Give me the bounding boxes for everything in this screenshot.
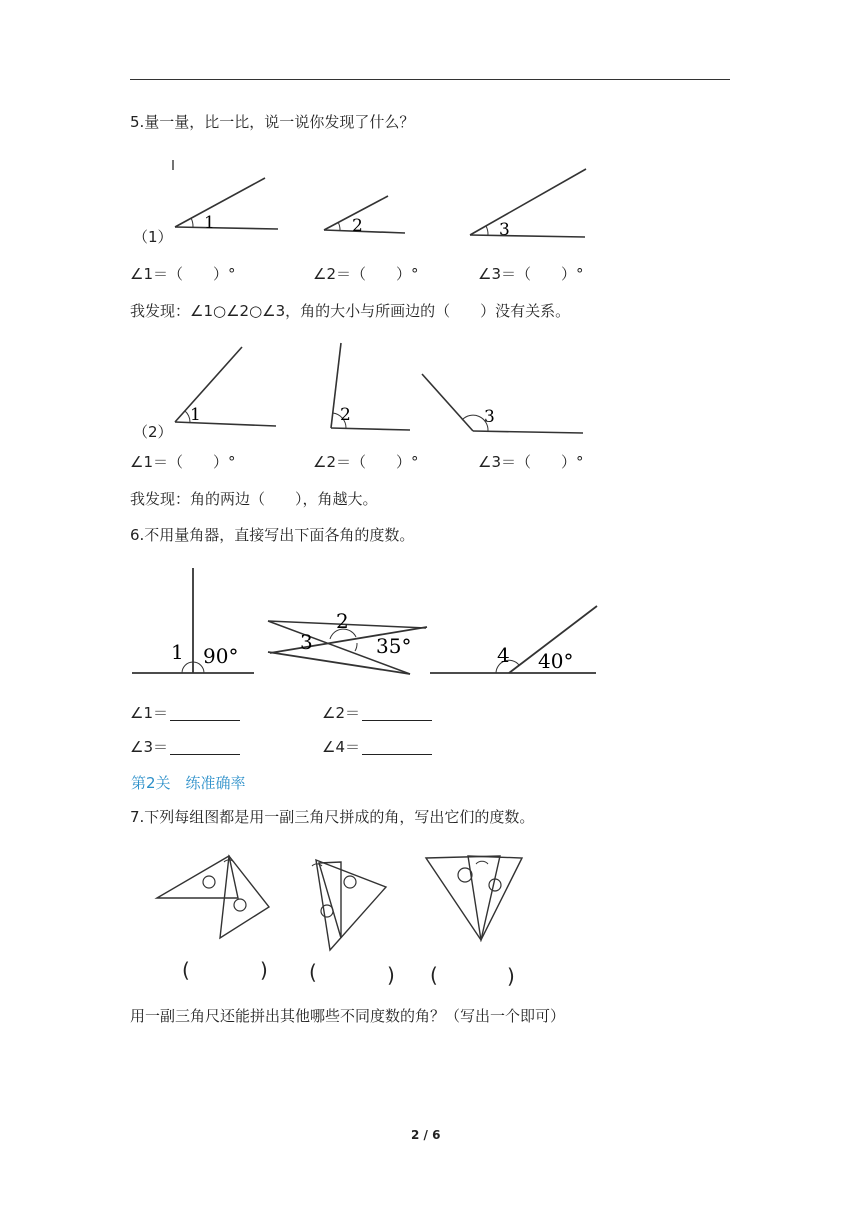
q5-2-label: （2）	[133, 423, 173, 441]
q5-title: 5.量一量，比一比，说一说你发现了什么？	[130, 113, 415, 131]
q5-2-angle2-label: 2	[340, 405, 351, 425]
q7-paren-open-2: (	[309, 960, 317, 984]
q7-paren-open-1: (	[182, 958, 190, 982]
q6-answer-3: ∠3＝	[130, 737, 240, 757]
q6-angle4-label: 4	[497, 643, 510, 667]
q7-paren-open-3: (	[430, 963, 438, 987]
q5-part2-figure	[0, 340, 860, 440]
q5-part1-figure	[0, 155, 860, 255]
section-2-heading: 第2关 练准确率	[131, 774, 246, 792]
q5-2-answer-1: ∠1＝（ ）°	[130, 453, 236, 471]
q5-1-angle2-label: 2	[352, 216, 363, 236]
q7-paren-close-1: )	[260, 958, 268, 982]
q5-2-answer-2: ∠2＝（ ）°	[313, 453, 419, 471]
q6-90-label: 90°	[203, 644, 239, 668]
q7-extra-question: 用一副三角尺还能拼出其他哪些不同度数的角？（写出一个即可）	[130, 1007, 566, 1025]
q6-angle1-label: 1	[171, 640, 184, 664]
q5-1-angle1-label: 1	[204, 213, 215, 233]
q6-angle2-label: 2	[336, 609, 349, 633]
q7-title: 7.下列每组图都是用一副三角尺拼成的角，写出它们的度数。	[130, 808, 535, 826]
page-number: 2 / 6	[411, 1128, 441, 1142]
q6-answer-1: ∠1＝	[130, 703, 240, 723]
q6-40-label: 40°	[538, 649, 574, 673]
q6-35-label: 35°	[376, 634, 412, 658]
q6-title: 6.不用量角器，直接写出下面各角的度数。	[130, 526, 415, 544]
q5-2-angle3-label: 3	[484, 407, 495, 427]
q6-answer-4: ∠4＝	[322, 737, 432, 757]
q7-figure	[0, 850, 860, 960]
q5-1-answer-1: ∠1＝（ ）°	[130, 265, 236, 283]
q6-answer-2: ∠2＝	[322, 703, 432, 723]
q6-angle3-label: 3	[300, 630, 313, 654]
header-rule	[130, 79, 730, 80]
q5-1-answer-2: ∠2＝（ ）°	[313, 265, 419, 283]
q5-1-angle3-label: 3	[499, 220, 510, 240]
q5-2-answer-3: ∠3＝（ ）°	[478, 453, 584, 471]
q5-1-finding: 我发现：∠1○∠2○∠3，角的大小与所画边的（ ）没有关系。	[130, 302, 571, 320]
q7-paren-close-2: )	[387, 963, 395, 987]
q5-1-answer-3: ∠3＝（ ）°	[478, 265, 584, 283]
q5-2-finding: 我发现：角的两边（ ），角越大。	[130, 490, 378, 508]
q6-figure	[0, 565, 860, 685]
q5-2-angle1-label: 1	[190, 405, 201, 425]
q7-paren-close-3: )	[507, 964, 515, 988]
q5-1-label: （1）	[133, 228, 173, 246]
